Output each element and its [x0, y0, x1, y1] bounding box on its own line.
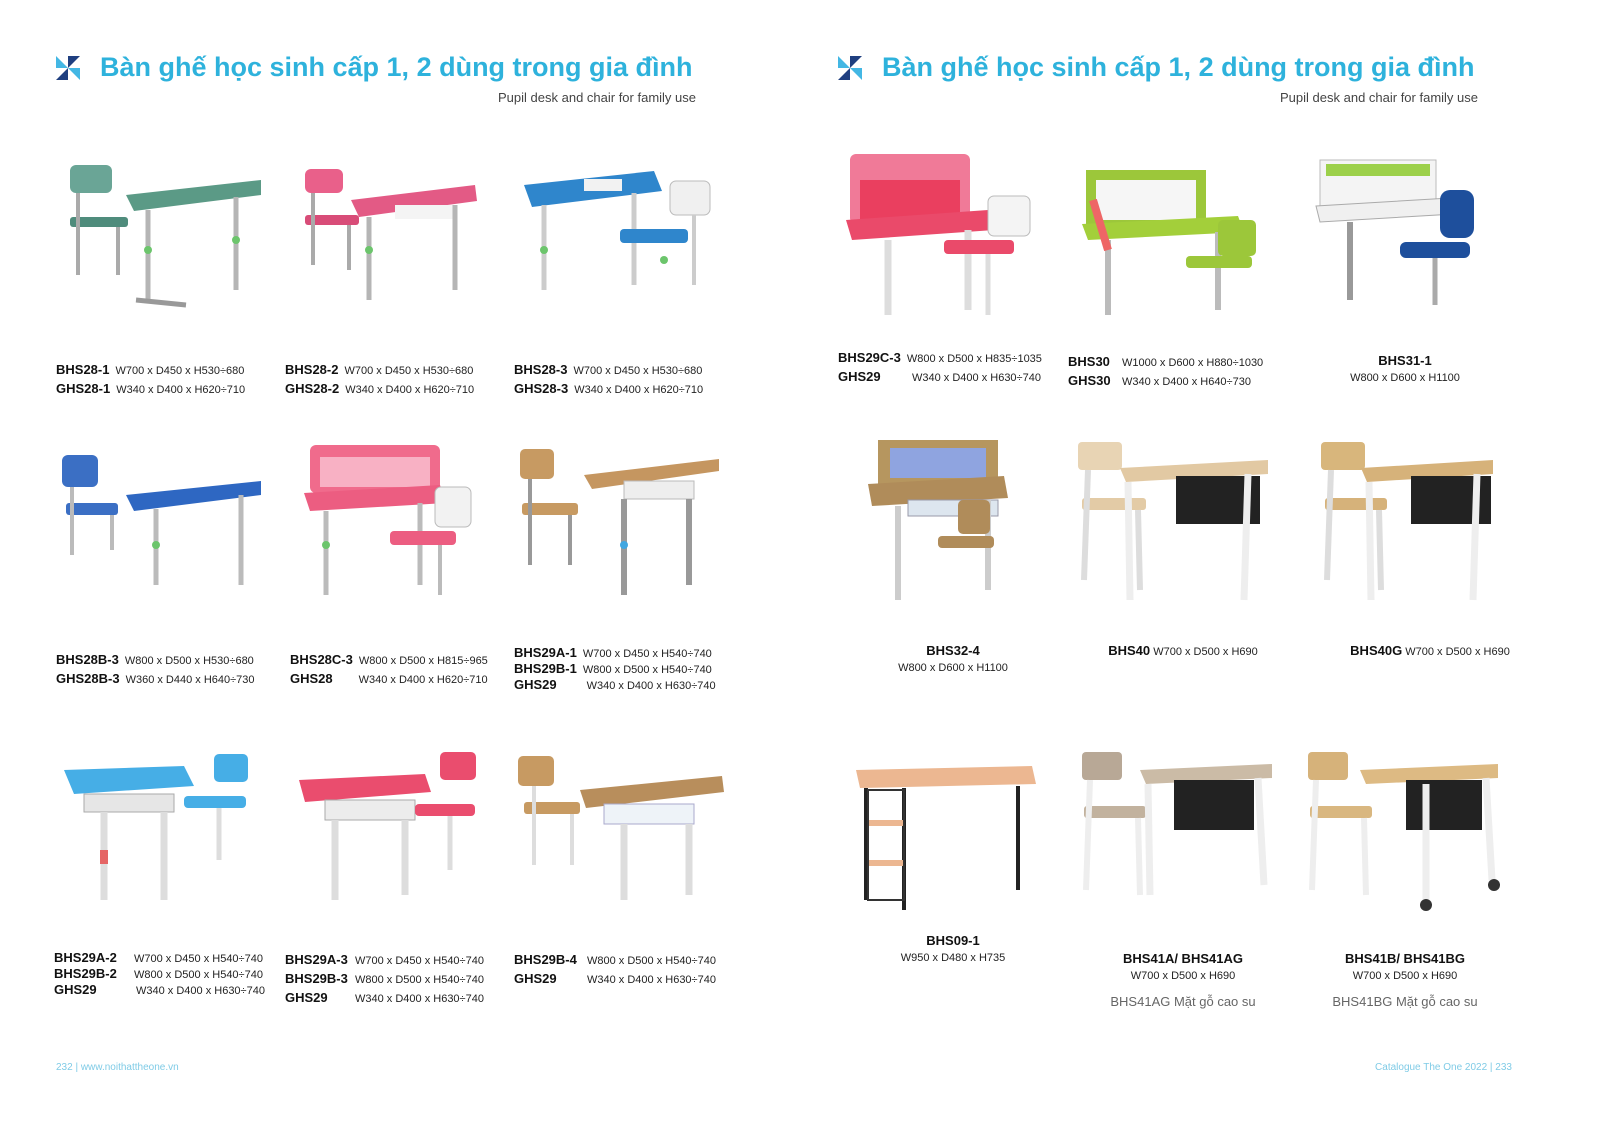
- page-header: [838, 48, 1478, 118]
- product-dimensions: W340 x D400 x H630÷740: [912, 372, 1041, 384]
- product-dimensions: W360 x D440 x H640÷730: [125, 674, 255, 686]
- product-code: GHS28: [290, 671, 333, 686]
- product-code: GHS28-3: [514, 381, 569, 396]
- product-caption: [56, 650, 286, 688]
- product-card: [285, 750, 515, 1040]
- product-card: [56, 155, 286, 445]
- product-dimensions: W340 x D400 x H630÷740: [355, 993, 484, 1005]
- product-caption: [1315, 642, 1545, 661]
- product-dimensions: W700 x D500 x H690: [1352, 970, 1458, 982]
- product-dimensions: W800 x D500 x H835÷1035: [906, 353, 1042, 365]
- product-card: [56, 445, 286, 735]
- product-caption: [838, 348, 1068, 386]
- product-dimensions: W800 x D500 x H540÷740: [134, 969, 263, 981]
- product-image: [838, 440, 1068, 640]
- product-code: BHS31-1: [1378, 353, 1432, 368]
- product-image: [285, 155, 515, 355]
- product-code: BHS29B-1: [514, 661, 577, 676]
- right-page: [800, 0, 1600, 1131]
- desk-chair-illustration: [54, 750, 284, 950]
- product-dimensions: W700 x D450 x H530÷680: [344, 365, 474, 377]
- product-dimensions: W340 x D400 x H620÷710: [358, 674, 488, 686]
- product-dimensions: W340 x D400 x H620÷710: [345, 384, 475, 396]
- product-dimensions: W700 x D500 x H690: [1153, 646, 1258, 658]
- product-image: [838, 150, 1068, 350]
- desk-chair-illustration: [56, 445, 286, 645]
- product-dimensions: W800 x D500 x H530÷680: [124, 655, 254, 667]
- desk-chair-illustration: [1068, 730, 1298, 930]
- desk-chair-illustration: [1068, 150, 1298, 350]
- product-code: BHS29A-1: [514, 645, 577, 660]
- product-image: [1068, 440, 1298, 640]
- desk-chair-illustration: [514, 445, 744, 645]
- product-caption: [285, 360, 515, 398]
- product-card: [514, 445, 744, 735]
- product-image: [56, 445, 286, 645]
- desk-chair-illustration: [1290, 730, 1520, 930]
- desk-chair-illustration: [1315, 440, 1545, 640]
- product-caption: [285, 950, 515, 1007]
- product-image: [54, 750, 284, 950]
- product-caption: [1068, 642, 1298, 661]
- product-card: [1290, 730, 1520, 1020]
- product-caption: [514, 360, 744, 398]
- product-dimensions: W340 x D400 x H620÷710: [116, 384, 246, 396]
- product-dimensions: W340 x D400 x H630÷740: [587, 974, 716, 986]
- product-dimensions: W700 x D450 x H540÷740: [582, 648, 712, 660]
- product-dimensions: W340 x D400 x H630÷740: [586, 680, 716, 692]
- product-card: [54, 750, 284, 1040]
- desk-chair-illustration: [1290, 150, 1520, 350]
- product-dimensions: W700 x D500 x H690: [1130, 970, 1236, 982]
- page-subtitle: Pupil desk and chair for family use: [498, 90, 696, 105]
- desk-chair-illustration: [514, 155, 744, 355]
- product-image: [838, 730, 1068, 930]
- product-caption: [56, 360, 286, 398]
- product-caption: [514, 950, 744, 988]
- product-image: [56, 155, 286, 355]
- product-code: GHS29: [838, 369, 881, 384]
- product-dimensions: W1000 x D600 x H880÷1030: [1122, 357, 1264, 369]
- product-dimensions: W800 x D600 x H1100: [1350, 372, 1460, 384]
- product-code: BHS29B-3: [285, 971, 348, 986]
- product-code: BHS28-1: [56, 362, 110, 377]
- product-card: [838, 440, 1068, 730]
- desk-chair-illustration: [514, 750, 744, 950]
- product-card: [838, 150, 1068, 440]
- product-dimensions: W700 x D450 x H540÷740: [355, 955, 484, 967]
- product-dimensions: W800 x D500 x H815÷965: [358, 655, 488, 667]
- product-dimensions: W700 x D450 x H540÷740: [134, 953, 263, 965]
- brand-logo-icon: [56, 56, 80, 80]
- product-image: [514, 750, 744, 950]
- product-image: [285, 750, 515, 950]
- product-code: BHS29B-2: [54, 966, 117, 981]
- product-note: BHS41AG Mặt gỗ cao su: [1110, 994, 1256, 1009]
- product-card: [290, 445, 520, 735]
- product-code: BHS29A-2: [54, 950, 117, 965]
- product-code: BHS29B-4: [514, 952, 577, 967]
- product-caption: [838, 932, 1068, 966]
- product-code: BHS30: [1068, 354, 1110, 369]
- product-code: BHS40G: [1350, 643, 1403, 658]
- product-dimensions: W700 x D450 x H530÷680: [115, 365, 245, 377]
- product-card: [514, 750, 744, 1040]
- product-image: [1290, 150, 1520, 350]
- desk-chair-illustration: [285, 750, 515, 950]
- product-dimensions: W800 x D500 x H540÷740: [582, 664, 712, 676]
- product-code: GHS29: [285, 990, 328, 1005]
- page-subtitle: Pupil desk and chair for family use: [1280, 90, 1478, 105]
- product-card: [514, 155, 744, 445]
- product-image: [1290, 730, 1520, 930]
- product-code: BHS29A-3: [285, 952, 348, 967]
- page-title: Bàn ghế học sinh cấp 1, 2 dùng trong gia đình: [882, 52, 1475, 82]
- product-dimensions: W950 x D480 x H735: [900, 952, 1006, 964]
- product-image: [1315, 440, 1545, 640]
- product-code: BHS29C-3: [838, 350, 901, 365]
- product-dimensions: W340 x D400 x H620÷710: [574, 384, 704, 396]
- product-caption: [514, 645, 744, 693]
- product-code: BHS40: [1108, 643, 1151, 658]
- product-dimensions: W800 x D600 x H1100: [898, 662, 1008, 674]
- product-image: [290, 445, 520, 645]
- product-caption: [1290, 352, 1520, 386]
- product-code: BHS28B-3: [56, 652, 119, 667]
- page-header: [56, 48, 696, 118]
- product-code: GHS28B-3: [56, 671, 120, 686]
- desk-chair-illustration: [1068, 440, 1298, 640]
- product-code: BHS09-1: [926, 933, 980, 948]
- product-code: BHS41B/ BHS41BG: [1345, 951, 1465, 966]
- product-image: [514, 155, 744, 355]
- product-note: BHS41BG Mặt gỗ cao su: [1332, 994, 1478, 1009]
- product-caption: [1290, 950, 1520, 1009]
- product-dimensions: W340 x D400 x H630÷740: [136, 985, 265, 997]
- product-caption: [54, 950, 284, 998]
- desk-chair-illustration: [290, 445, 520, 645]
- product-card: [285, 155, 515, 445]
- product-card: [838, 730, 1068, 1020]
- product-dimensions: W700 x D500 x H690: [1405, 646, 1510, 658]
- product-code: BHS28-2: [285, 362, 339, 377]
- product-card: [1068, 440, 1298, 730]
- product-code: GHS29: [54, 982, 97, 997]
- product-dimensions: W340 x D400 x H640÷730: [1122, 376, 1251, 388]
- page-footer: 232 | www.noithattheone.vn: [56, 1062, 179, 1073]
- product-caption: [290, 650, 520, 688]
- desk-chair-illustration: [56, 155, 286, 355]
- product-caption: [1068, 352, 1298, 390]
- brand-logo-icon: [838, 56, 862, 80]
- product-card: [1315, 440, 1545, 730]
- product-dimensions: W700 x D450 x H530÷680: [573, 365, 703, 377]
- product-code: GHS29: [514, 971, 557, 986]
- page-title: Bàn ghế học sinh cấp 1, 2 dùng trong gia đình: [100, 52, 693, 82]
- desk-chair-illustration: [285, 155, 515, 355]
- product-image: [514, 445, 744, 645]
- product-card: [1068, 150, 1298, 440]
- product-caption: [838, 642, 1068, 676]
- product-image: [1068, 150, 1298, 350]
- product-dimensions: W800 x D500 x H540÷740: [587, 955, 716, 967]
- product-image: [1068, 730, 1298, 930]
- product-card: [1068, 730, 1298, 1020]
- desk-chair-illustration: [838, 730, 1068, 930]
- product-code: GHS28-1: [56, 381, 111, 396]
- product-code: BHS28C-3: [290, 652, 353, 667]
- product-dimensions: W800 x D500 x H540÷740: [355, 974, 484, 986]
- product-caption: [1068, 950, 1298, 1009]
- product-code: GHS30: [1068, 373, 1111, 388]
- page-footer: Catalogue The One 2022 | 233: [1375, 1062, 1512, 1073]
- product-code: BHS41A/ BHS41AG: [1123, 951, 1243, 966]
- desk-chair-illustration: [838, 440, 1068, 640]
- product-code: BHS28-3: [514, 362, 568, 377]
- product-code: GHS28-2: [285, 381, 340, 396]
- desk-chair-illustration: [838, 150, 1068, 350]
- product-code: BHS32-4: [926, 643, 980, 658]
- product-card: [1290, 150, 1520, 440]
- product-code: GHS29: [514, 677, 557, 692]
